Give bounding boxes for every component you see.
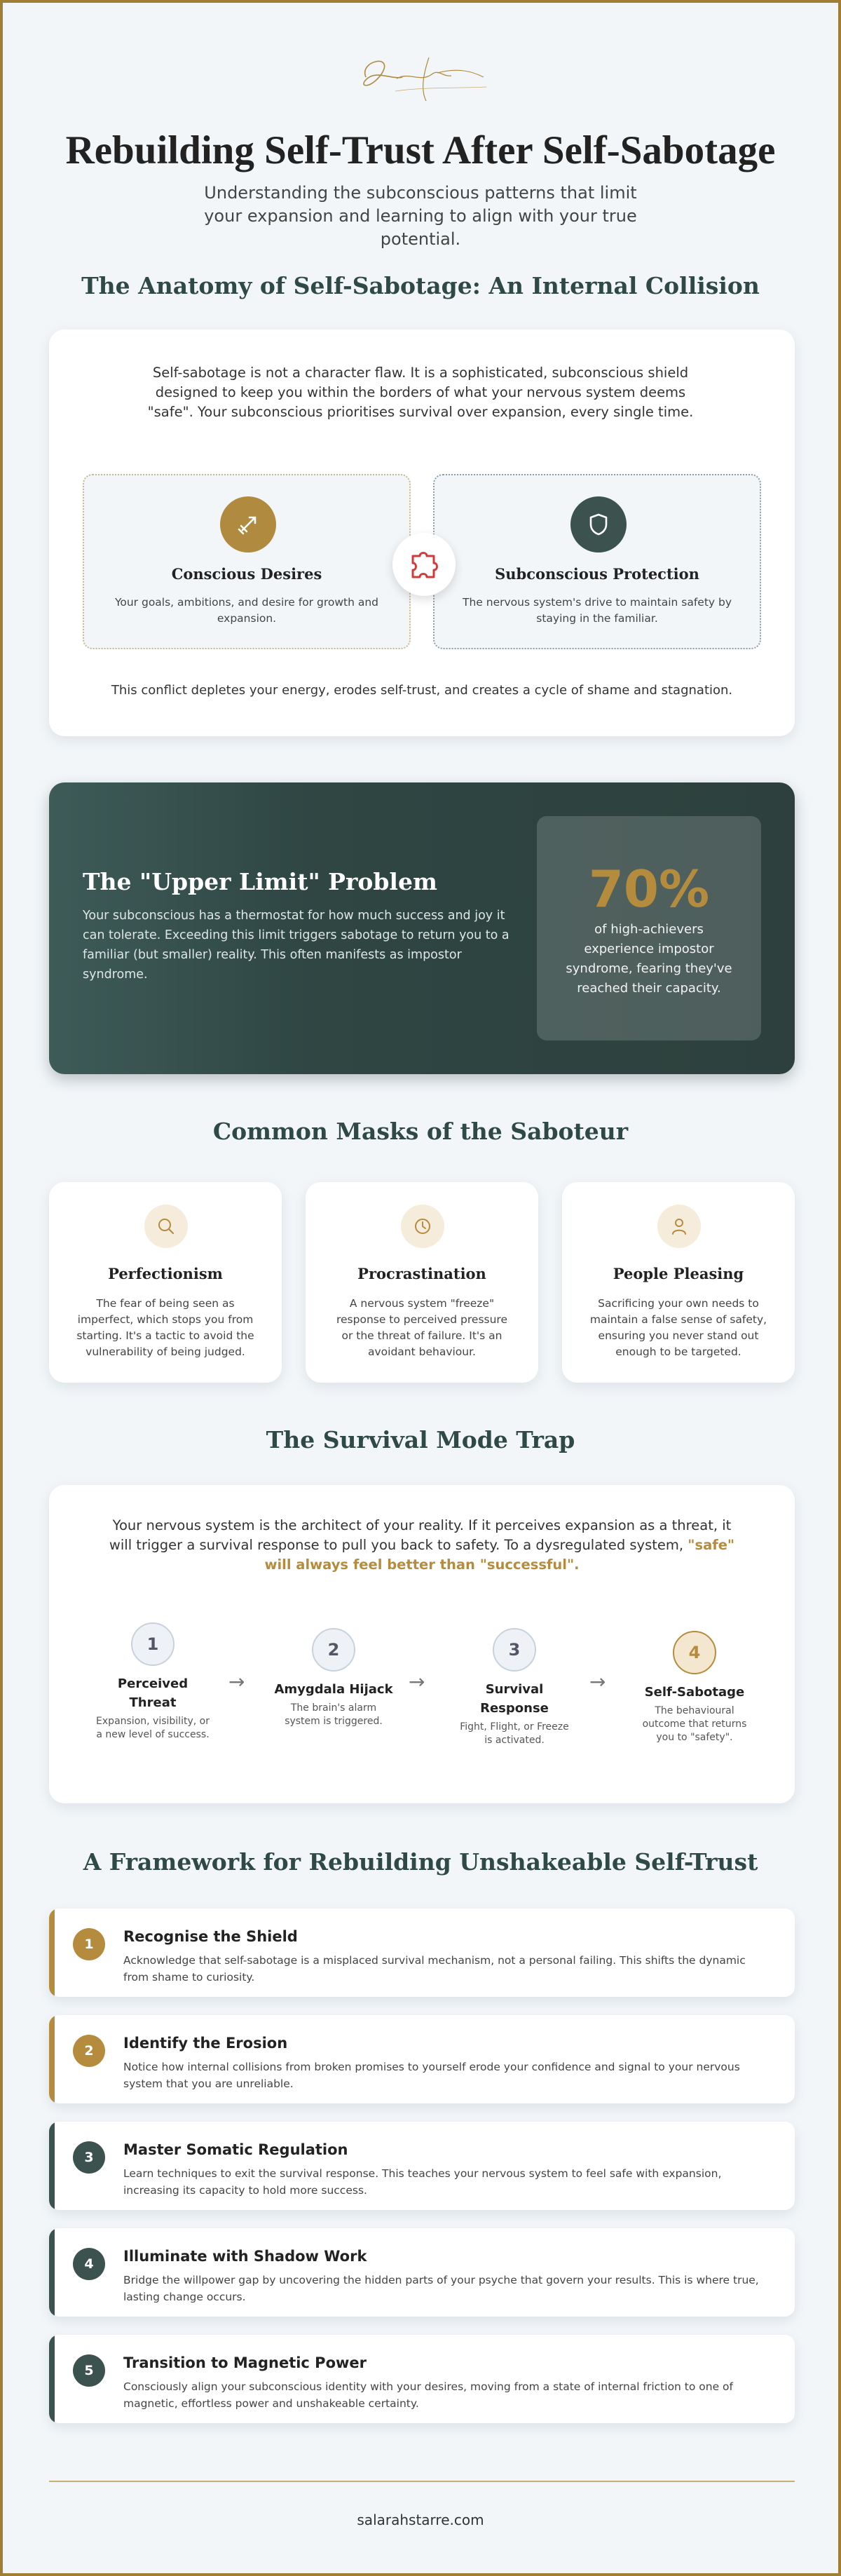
step-desc: The brain's alarm system is triggered. [285, 1702, 383, 1727]
arrow-icon: → [228, 1670, 245, 1693]
mask-desc: A nervous system "freeze" response to perceived pressure or the threat of failure. It's an avoidant behaviour. [336, 1297, 507, 1358]
clock-icon [401, 1205, 444, 1248]
anatomy-footer: This conflict depletes your energy, erodes self-trust, and creates a cycle of shame and stagnation. [111, 683, 733, 698]
arrow-icon: → [409, 1670, 425, 1693]
upper-limit-title: The "Upper Limit" Problem [83, 868, 437, 895]
conscious-desires-desc: Your goals, ambitions, and desire for growth and expansion. [114, 596, 379, 625]
footer-divider [49, 2481, 795, 2482]
framework-item-title: Recognise the Shield [123, 1928, 298, 1945]
step-self-sabotage [635, 1631, 754, 1744]
step-amygdala-hijack [274, 1628, 393, 1728]
subconscious-protection-box [433, 474, 761, 649]
accent-bar [49, 2335, 55, 2423]
step-number-badge: 5 [73, 2354, 105, 2387]
accent-bar [49, 2228, 55, 2317]
accent-bar [49, 2015, 55, 2103]
step-number-badge: 3 [73, 2141, 105, 2174]
survival-heading: The Survival Mode Trap [266, 1426, 575, 1453]
accent-bar [49, 1909, 55, 1997]
stat-desc: of high-achievers experience impostor syndrome, fearing they've reached their capacity. [566, 922, 732, 996]
magnifier-icon [144, 1205, 188, 1248]
anatomy-intro: Self-sabotage is not a character flaw. It is a sophisticated, subconscious shield designed to keep you within the borders of what your nervous system deems "safe". Your subconscious prioritises survival over expansion, every single time. [147, 365, 694, 420]
step-number: 4 [673, 1631, 716, 1674]
conscious-desires-box [83, 474, 411, 649]
step-number-badge: 4 [73, 2248, 105, 2280]
mask-title: People Pleasing [613, 1265, 744, 1282]
step-number-badge: 2 [73, 2035, 105, 2067]
mask-desc: The fear of being seen as imperfect, which stops you from starting. It's a tactic to avoid the vulnerability of being judged. [76, 1297, 254, 1358]
upper-limit-banner [49, 782, 795, 1074]
survival-highlight: "safe" will always feel better than "successful". [264, 1537, 735, 1573]
mask-desc: Sacrificing your own needs to maintain a false sense of safety, ensuring you never stand out enough to be targeted. [589, 1297, 767, 1358]
framework-item-desc: Bridge the willpower gap by uncovering the hidden parts of your psyche that govern your results. This is where true, lasting change occurs. [123, 2274, 759, 2303]
step-desc: The behavioural outcome that returns you to "safety". [642, 1705, 747, 1743]
framework-item-desc: Acknowledge that self-sabotage is a misplaced survival mechanism, not a personal failing. This shifts the dynamic from shame to curiosity. [123, 1954, 746, 1984]
step-desc: Fight, Flight, or Freeze is activated. [460, 1721, 569, 1746]
person-icon [657, 1205, 701, 1248]
step-perceived-threat [93, 1622, 212, 1742]
survival-intro [105, 1516, 739, 1575]
framework-item [49, 2122, 795, 2210]
step-title: Amygdala Hijack [274, 1682, 393, 1697]
signature-logo-graphic [353, 46, 493, 108]
mask-card-people-pleasing [562, 1182, 795, 1383]
step-number: 2 [312, 1628, 355, 1672]
arrow-icon: → [589, 1670, 606, 1693]
framework-item-title: Master Somatic Regulation [123, 2141, 348, 2158]
framework-item-desc: Consciously align your subconscious identity with your desires, moving from a state of internal friction to one of magnetic, effortless power and unshakeable certainty. [123, 2380, 733, 2410]
step-survival-response [455, 1628, 574, 1747]
step-desc: Expansion, visibility, or a new level of success. [96, 1716, 210, 1740]
framework-item-title: Identify the Erosion [123, 2035, 288, 2052]
framework-item-title: Transition to Magnetic Power [123, 2354, 367, 2371]
mask-title: Procrastination [357, 1265, 486, 1282]
survival-intro-text: Your nervous system is the architect of your reality. If it perceives expansion as a threat, it will trigger a survival response to pull you back to safety. To a dysregulated system, [109, 1517, 732, 1553]
framework-item-desc: Learn techniques to exit the survival response. This teaches your nervous system to feel safe with expansion, increasing its capacity to hold more success. [123, 2167, 722, 2197]
survival-card [49, 1485, 795, 1803]
step-number: 1 [131, 1622, 175, 1666]
anatomy-card [49, 330, 795, 736]
step-title: Self-Sabotage [644, 1685, 745, 1700]
mask-title: Perfectionism [108, 1265, 223, 1282]
mask-card-procrastination [306, 1182, 538, 1383]
accent-bar [49, 2122, 55, 2210]
step-title: Survival Response [480, 1682, 549, 1716]
upper-limit-desc: Your subconscious has a thermostat for how much success and joy it can tolerate. Exceeding this limit triggers sabotage to return you to a familiar (but smaller) reality. This often manifests as impostor syndrome. [83, 909, 510, 982]
brand-logo[interactable] [353, 46, 493, 108]
footer-site-link[interactable]: salarahstarre.com [357, 2511, 484, 2528]
stat-value: 70% [588, 860, 710, 918]
framework-item-title: Illuminate with Shadow Work [123, 2248, 367, 2265]
page-subtitle: Understanding the subconscious patterns that limit your expansion and learning to align with your true potential. [204, 183, 637, 249]
page-title: Rebuilding Self-Trust After Self-Sabotage [65, 128, 776, 172]
stat-box [537, 816, 761, 1040]
masks-heading: Common Masks of the Saboteur [212, 1118, 629, 1145]
conscious-desires-title: Conscious Desires [171, 565, 322, 583]
subconscious-protection-title: Subconscious Protection [495, 565, 699, 583]
step-number-badge: 1 [73, 1928, 105, 1960]
framework-item [49, 2228, 795, 2317]
framework-item [49, 2015, 795, 2103]
rocket-icon [220, 496, 276, 553]
step-number: 3 [493, 1628, 536, 1672]
framework-item-desc: Notice how internal collisions from broken promises to yourself erode your confidence and signal to your nervous system that you are unreliable. [123, 2061, 740, 2090]
anatomy-heading: The Anatomy of Self-Sabotage: An Internal Collision [81, 272, 760, 299]
puzzle-icon [392, 533, 456, 596]
shield-icon [570, 496, 627, 553]
framework-item [49, 2335, 795, 2423]
subconscious-protection-desc: The nervous system's drive to maintain safety by staying in the familiar. [462, 596, 732, 625]
framework-item [49, 1909, 795, 1997]
mask-card-perfectionism [49, 1182, 282, 1383]
framework-heading: A Framework for Rebuilding Unshakeable Self-Trust [83, 1848, 758, 1876]
step-title: Perceived Threat [117, 1676, 189, 1710]
